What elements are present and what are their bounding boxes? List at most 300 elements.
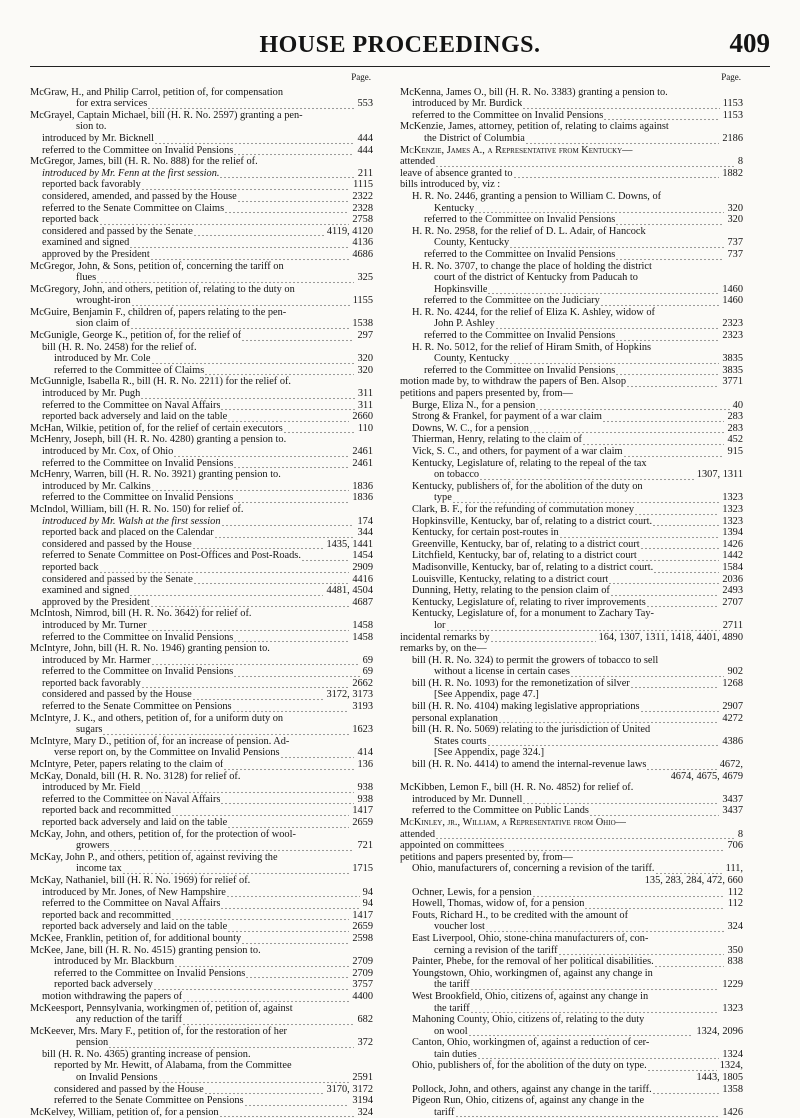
entry-page-refs: 1115 — [353, 179, 373, 191]
dot-leader — [237, 192, 350, 203]
entry-page-refs: 4119, 4120 — [326, 225, 373, 237]
index-entry — [400, 759, 743, 771]
entry-text: referred to the Senate Committee on Pensions — [42, 701, 232, 713]
entry-text: McIntyre, John, bill (H. R. No. 1946) granting pension to. — [30, 643, 270, 655]
index-entry — [30, 655, 373, 667]
index-entry — [400, 121, 743, 133]
index-entry — [400, 689, 743, 701]
entry-text: Fouts, Richard H., to be credited with the amount of — [412, 909, 629, 921]
dot-leader — [283, 423, 355, 434]
entry-page-refs: 320 — [357, 353, 373, 365]
dot-leader — [241, 331, 354, 342]
index-entry — [400, 852, 743, 864]
entry-text: States courts — [434, 735, 487, 747]
entry-page-refs: 297 — [357, 330, 373, 342]
page-number: 409 — [729, 28, 770, 58]
index-entry — [30, 446, 373, 458]
index-entry — [30, 910, 373, 922]
entry-text: 4674, 4675, 4679 — [670, 770, 743, 782]
entry-page-refs: 311 — [357, 399, 373, 411]
index-entry — [400, 1037, 743, 1049]
dot-leader — [280, 748, 355, 759]
entry-text: McKenna, James O., bill (H. R. No. 3383) granting a pension to. — [400, 86, 668, 98]
entry-text: McIntyre, Mary D., petition of, for an increase of pension. Ad- — [30, 735, 290, 747]
entry-text: Strong & Frankel, for payment of a war claim — [412, 411, 602, 423]
entry-text: John P. Ashley — [434, 318, 495, 330]
entry-text: referred to the Senate Committee on Pensions — [54, 1095, 244, 1107]
entry-text: income tax — [76, 863, 122, 875]
entry-text: incidental remarks by — [400, 631, 490, 643]
index-entry — [400, 411, 743, 423]
entry-page-refs: 444 — [357, 144, 373, 156]
entry-page-refs: 938 — [357, 782, 373, 794]
index-entry — [30, 203, 373, 215]
dot-leader — [589, 806, 719, 817]
index-entry — [30, 747, 373, 759]
entry-page-refs: 2660 — [352, 411, 373, 423]
dot-leader — [468, 1026, 694, 1037]
entry-text: considered and passed by the House — [54, 1083, 204, 1095]
entry-text: lor — [434, 619, 446, 631]
entry-text: considered and passed by the House — [42, 689, 192, 701]
dot-leader — [640, 539, 720, 550]
index-entry — [30, 400, 373, 412]
entry-text: referred to the Committee on Invalid Pensions — [424, 330, 616, 342]
index-entry — [400, 110, 743, 122]
entry-page-refs: 2328 — [352, 202, 373, 214]
index-entry — [400, 516, 743, 528]
dot-leader — [615, 250, 724, 261]
entry-text: McIntyre, J. K., and others, petition of, for a uniform duty on — [30, 712, 284, 724]
entry-text: introduced by Mr. Burdick — [412, 98, 523, 110]
dot-leader — [224, 203, 349, 214]
entry-text: Louisville, Kentucky, relating to a district court — [412, 573, 609, 585]
entry-text: McKay, John P., and others, petition of, against reviving the — [30, 851, 278, 863]
entry-page-refs: 1323 — [722, 492, 743, 504]
index-entry — [30, 318, 373, 330]
index-entry — [400, 87, 743, 99]
entry-text: Canton, Ohio, workingmen of, against a reduction of cer- — [412, 1037, 650, 1049]
entry-page-refs: 94 — [362, 886, 373, 898]
index-entry — [400, 805, 743, 817]
dot-leader — [204, 365, 354, 376]
dot-leader — [504, 841, 724, 852]
entry-text: sion to. — [76, 121, 107, 133]
index-entry — [400, 956, 743, 968]
index-entry — [400, 376, 743, 388]
dot-leader — [529, 423, 725, 434]
dot-leader — [477, 1049, 720, 1060]
dot-leader — [647, 1061, 717, 1072]
entry-text: referred to the Committee on Invalid Pensions — [42, 144, 234, 156]
dot-leader — [182, 1015, 354, 1026]
entry-page-refs: 4686 — [352, 248, 373, 260]
entry-text: Kentucky, Legislature of, for a monument to Zachary Tay- — [412, 608, 654, 620]
entry-text: wrought-iron — [76, 295, 131, 307]
entry-text: Kentucky, Legislature of, relating to river improvements — [412, 596, 646, 608]
index-entry — [30, 110, 373, 122]
dot-leader — [615, 365, 719, 376]
entry-text: bill (H. R. No. 4414) to amend the internal-revenue laws — [412, 759, 647, 771]
index-entry — [400, 295, 743, 307]
entry-text: McIndol, William, bill (H. R. No. 150) for relief of. — [30, 503, 244, 515]
entry-text: approved by the President — [42, 596, 150, 608]
index-entry — [30, 156, 373, 168]
entry-text: McIntosh, Nimrod, bill (H. R. No. 3642) for relief of. — [30, 608, 252, 620]
entry-text: McKinley, jr., William, a Representative from Ohio— — [400, 817, 626, 828]
entry-page-refs: 2598 — [352, 932, 373, 944]
index-entry — [400, 1003, 743, 1015]
index-entry — [30, 1049, 373, 1061]
index-entry — [400, 284, 743, 296]
dot-leader — [653, 563, 719, 574]
entry-text: Burge, Eliza N., for a pension — [412, 399, 536, 411]
index-entry — [30, 562, 373, 574]
dot-leader — [603, 110, 719, 121]
entry-text: referred to Senate Committee on Post-Offices and Post-Roads. — [42, 550, 301, 562]
entry-text: reported back — [42, 561, 99, 573]
dot-leader — [154, 134, 354, 145]
index-entry — [30, 145, 373, 157]
entry-page-refs: 3437 — [722, 805, 743, 817]
entry-text: introduced by Mr. Blackburn — [54, 956, 175, 968]
index-entry — [400, 1072, 743, 1084]
dot-leader — [244, 1096, 350, 1107]
index-entry — [400, 423, 743, 435]
entry-page-refs: 1715 — [352, 863, 373, 875]
dot-leader — [96, 273, 354, 284]
index-entry — [400, 655, 743, 667]
entry-text: referred to the Committee on Invalid Pensions — [424, 248, 616, 260]
entry-page-refs: 1836 — [352, 480, 373, 492]
dot-leader — [245, 968, 349, 979]
dot-leader — [99, 215, 350, 226]
entry-text: personal explanation — [412, 712, 498, 724]
entry-text: the District of Columbia — [424, 132, 525, 144]
entry-page-refs: 2186 — [722, 132, 743, 144]
dot-leader — [509, 238, 724, 249]
dot-leader — [470, 980, 720, 991]
entry-text: McKeever, Mrs. Mary F., petition of, for the restoration of her — [30, 1025, 287, 1037]
entry-page-refs: 8 — [737, 156, 743, 168]
entry-text: Kentucky, publishers of, for the abolition of the duty on — [412, 480, 643, 492]
entry-page-refs: 3437 — [722, 793, 743, 805]
index-entry — [400, 98, 743, 110]
dot-leader — [122, 864, 350, 875]
index-entry — [400, 272, 743, 284]
index-entry — [30, 179, 373, 191]
entry-page-refs: 1324, 2096 — [696, 1025, 743, 1037]
entry-page-refs: 1538 — [352, 318, 373, 330]
dot-leader — [630, 678, 720, 689]
index-entry — [30, 771, 373, 783]
dot-leader — [158, 1073, 350, 1084]
index-entry — [400, 307, 743, 319]
entry-page-refs: 1155 — [352, 295, 373, 307]
index-entry — [30, 191, 373, 203]
entry-page-refs: 1358 — [722, 1083, 743, 1095]
index-entry — [400, 562, 743, 574]
index-entry — [400, 840, 743, 852]
index-entry — [30, 620, 373, 632]
page-header — [30, 26, 770, 62]
index-entry — [400, 1084, 743, 1096]
index-entry — [30, 434, 373, 446]
index-entry — [400, 887, 743, 899]
index-entry — [400, 353, 743, 365]
dot-leader — [487, 736, 720, 747]
entry-page-refs: 706 — [727, 840, 743, 852]
dot-leader — [99, 563, 350, 574]
index-entry — [400, 632, 743, 644]
dot-leader — [204, 1084, 324, 1095]
entry-text: reported by Mr. Hewitt, of Alabama, from the Committee — [54, 1060, 292, 1072]
entry-text: referred to the Committee on Invalid Pensions — [42, 457, 234, 469]
entry-text: introduced by Mr. Jones, of New Hampshire — [42, 886, 226, 898]
dot-leader — [233, 632, 349, 643]
entry-page-refs: 94 — [362, 898, 373, 910]
entry-text: introduced by Mr. Cole — [54, 353, 151, 365]
entry-text: [See Appendix, page 324.] — [434, 747, 545, 759]
entry-text: McHenry, Joseph, bill (H. R. No. 4280) granting a pension to. — [30, 434, 287, 446]
dot-leader — [470, 1003, 720, 1014]
dot-leader — [640, 702, 720, 713]
entry-text: Downs, W. C., for a pension — [412, 422, 529, 434]
entry-text: McGraw, H., and Philip Carrol, petition of, for compensation — [30, 86, 283, 98]
entry-page-refs: 1268 — [722, 677, 743, 689]
index-entry — [30, 237, 373, 249]
entry-text: County, Kentucky — [434, 237, 510, 249]
index-entry — [400, 945, 743, 957]
entry-text: reported back adversely and laid on the table — [42, 411, 228, 423]
entry-page-refs: 1454 — [352, 550, 373, 562]
index-entry — [400, 898, 743, 910]
entry-text: tariff — [434, 1106, 455, 1118]
dot-leader — [227, 412, 349, 423]
dot-leader — [610, 586, 719, 597]
entry-page-refs: 2322 — [352, 190, 373, 202]
dot-leader — [559, 528, 720, 539]
entry-page-refs: 902 — [727, 666, 743, 678]
entry-page-refs: 40 — [732, 399, 743, 411]
index-entry — [400, 991, 743, 1003]
dot-leader — [220, 400, 354, 411]
entry-page-refs: 1426 — [722, 538, 743, 550]
dot-leader — [193, 574, 350, 585]
entry-text: referred to the Committee of Claims — [54, 364, 205, 376]
dot-leader — [147, 621, 350, 632]
entry-page-refs: 2659 — [352, 817, 373, 828]
entry-page-refs: 3172, 3173 — [326, 689, 373, 701]
entry-page-refs: 1324 — [722, 1048, 743, 1060]
index-entry — [400, 829, 743, 841]
dot-leader — [150, 250, 350, 261]
entry-page-refs: 1323 — [722, 515, 743, 527]
dot-leader — [192, 539, 324, 550]
index-entry — [400, 782, 743, 794]
entry-page-refs: 372 — [357, 1037, 373, 1049]
entry-text: referred to the Senate Committee on Claims — [42, 202, 225, 214]
index-entry — [30, 782, 373, 794]
index-entry — [400, 666, 743, 678]
dot-leader — [608, 574, 719, 585]
entry-text: for extra services — [76, 98, 148, 110]
index-entry — [30, 295, 373, 307]
index-entry — [30, 1060, 373, 1072]
entry-text: Painter, Phebe, for the removal of her political disabilities. — [412, 956, 654, 968]
entry-text: bill (H. R. No. 2458) for the relief of. — [42, 341, 197, 353]
dot-leader — [147, 99, 354, 110]
entry-text: referred to the Committee on Invalid Pensions — [424, 364, 616, 376]
index-entry — [30, 643, 373, 655]
dot-leader — [634, 505, 719, 516]
index-entry — [30, 516, 373, 528]
dot-leader — [495, 319, 720, 330]
entry-page-refs: 1153 — [722, 109, 743, 121]
dot-leader — [131, 296, 350, 307]
entry-text: H. R. No. 2958, for the relief of D. L. Adair, of Hancock — [412, 225, 646, 237]
index-entry — [400, 736, 743, 748]
entry-text: McKee, Franklin, petition of, for additional bounty — [30, 932, 242, 944]
entry-text: referred to the Committee on Naval Affairs — [42, 399, 221, 411]
entry-text: introduced by Mr. Harmer — [42, 654, 151, 666]
entry-page-refs: 320 — [727, 214, 743, 226]
entry-page-refs: 4386 — [722, 735, 743, 747]
index-entry — [30, 121, 373, 133]
entry-text: considered, amended, and passed by the House — [42, 190, 237, 202]
entry-text: introduced by Mr. Walsh at the first session — [42, 515, 221, 527]
index-entry — [400, 921, 743, 933]
entry-text: referred to the Committee on Naval Affairs — [42, 793, 221, 805]
entry-text: Litchfield, Kentucky, bar of, relating to a district court — [412, 550, 637, 562]
dot-leader — [129, 586, 323, 597]
index-entry — [400, 968, 743, 980]
index-entry — [400, 713, 743, 725]
entry-text: referred to the Committee on Invalid Pensions — [412, 109, 604, 121]
entry-text: considered and passed by the Senate — [42, 225, 193, 237]
dot-leader — [233, 145, 354, 156]
index-entry — [400, 191, 743, 203]
dot-leader — [220, 899, 359, 910]
entry-text: sugars — [76, 724, 103, 736]
dot-leader — [509, 354, 719, 365]
index-entry — [30, 689, 373, 701]
index-entry — [30, 342, 373, 354]
index-entry — [400, 597, 743, 609]
entry-text: referred to the Committee on Invalid Pensions — [54, 967, 246, 979]
index-entry — [30, 736, 373, 748]
index-entry — [30, 1084, 373, 1096]
dot-leader — [153, 980, 350, 991]
entry-text: type — [434, 492, 452, 504]
entry-text: introduced by Mr. Bicknell — [42, 132, 155, 144]
index-entry — [400, 446, 743, 458]
entry-page-refs: 164, 1307, 1311, 1418, 4401, 4890 — [598, 631, 743, 643]
index-entry — [30, 98, 373, 110]
dot-leader — [171, 910, 349, 921]
entry-text: McKay, John, and others, petition of, for the protection of wool- — [30, 828, 296, 840]
dot-leader — [140, 783, 354, 794]
entry-text: examined and signed — [42, 237, 130, 249]
entry-text: Ohio, manufacturers of, concerning a revision of the tariff. — [412, 863, 655, 875]
entry-text: Howell, Thomas, widow of, for a pension — [412, 898, 585, 910]
index-entry — [30, 411, 373, 423]
index-entry — [400, 747, 743, 759]
dot-leader — [227, 922, 349, 933]
index-entry — [400, 794, 743, 806]
index-entry — [30, 353, 373, 365]
entry-page-refs: 414 — [357, 747, 373, 759]
entry-text: any reduction of the tariff — [76, 1014, 183, 1026]
entry-page-refs: 1458 — [352, 631, 373, 643]
dot-leader — [435, 829, 735, 840]
entry-page-refs: 1229 — [722, 979, 743, 991]
index-entry — [30, 1072, 373, 1084]
entry-text: McHenry, Warren, bill (H. R. No. 3921) granting pension to. — [30, 469, 281, 481]
entry-text: McKibben, Lemon F., bill (H. R. No. 4852) for relief of. — [400, 782, 634, 794]
entry-text: approved by the President — [42, 248, 150, 260]
index-entry — [30, 550, 373, 562]
index-entry — [30, 945, 373, 957]
index-entry — [30, 261, 373, 273]
entry-text: Thierman, Henry, relating to the claim of — [412, 434, 582, 446]
entry-text: sion claim of — [76, 318, 131, 330]
entry-text: H. R. No. 3707, to change the place of holding the district — [412, 260, 652, 272]
entry-text: reported back favorably — [42, 677, 141, 689]
index-entry — [400, 539, 743, 551]
index-entry — [400, 863, 743, 875]
index-entry — [30, 1014, 373, 1026]
dot-leader — [102, 725, 349, 736]
index-entry — [400, 249, 743, 261]
entry-page-refs: 4400 — [352, 990, 373, 1002]
dot-leader — [193, 226, 324, 237]
entry-page-refs: 1417 — [352, 909, 373, 921]
dot-leader — [602, 412, 725, 423]
index-entry — [30, 272, 373, 284]
index-entry — [30, 979, 373, 991]
entry-text: Ohio, publishers of, for the abolition of the duty on type. — [412, 1060, 647, 1072]
entry-text: McGregory, John, and others, petition of, relating to the duty on — [30, 283, 295, 295]
dot-leader — [174, 957, 349, 968]
index-entry — [30, 805, 373, 817]
dot-leader — [558, 945, 725, 956]
dot-leader — [446, 621, 720, 632]
entry-page-refs: 1323 — [722, 503, 743, 515]
entry-text: introduced by Mr. Cox, of Ohio — [42, 446, 174, 457]
entry-text: reported back and placed on the Calendar — [42, 527, 214, 539]
entry-page-refs: 4687 — [352, 596, 373, 608]
entry-page-refs: 4672, — [719, 759, 743, 771]
index-entry — [30, 365, 373, 377]
dot-leader — [485, 922, 725, 933]
index-entry — [30, 852, 373, 864]
dot-leader — [626, 377, 719, 388]
entry-text: reported back and recommitted — [42, 909, 171, 921]
dot-leader — [171, 806, 349, 817]
dot-leader — [130, 319, 349, 330]
entry-page-refs: 553 — [357, 98, 373, 110]
entry-page-refs: 1836 — [352, 492, 373, 504]
entry-text: McGuire, Benjamin F., children of, papers relating to the pen- — [30, 306, 287, 318]
entry-page-refs: 938 — [357, 793, 373, 805]
index-entry — [400, 342, 743, 354]
entry-text: bill (H. R. No. 1093) for the remonetization of silver — [412, 677, 630, 689]
entry-page-refs: 838 — [727, 956, 743, 968]
index-entry — [400, 492, 743, 504]
index-entry — [30, 458, 373, 470]
dot-leader — [623, 447, 725, 458]
